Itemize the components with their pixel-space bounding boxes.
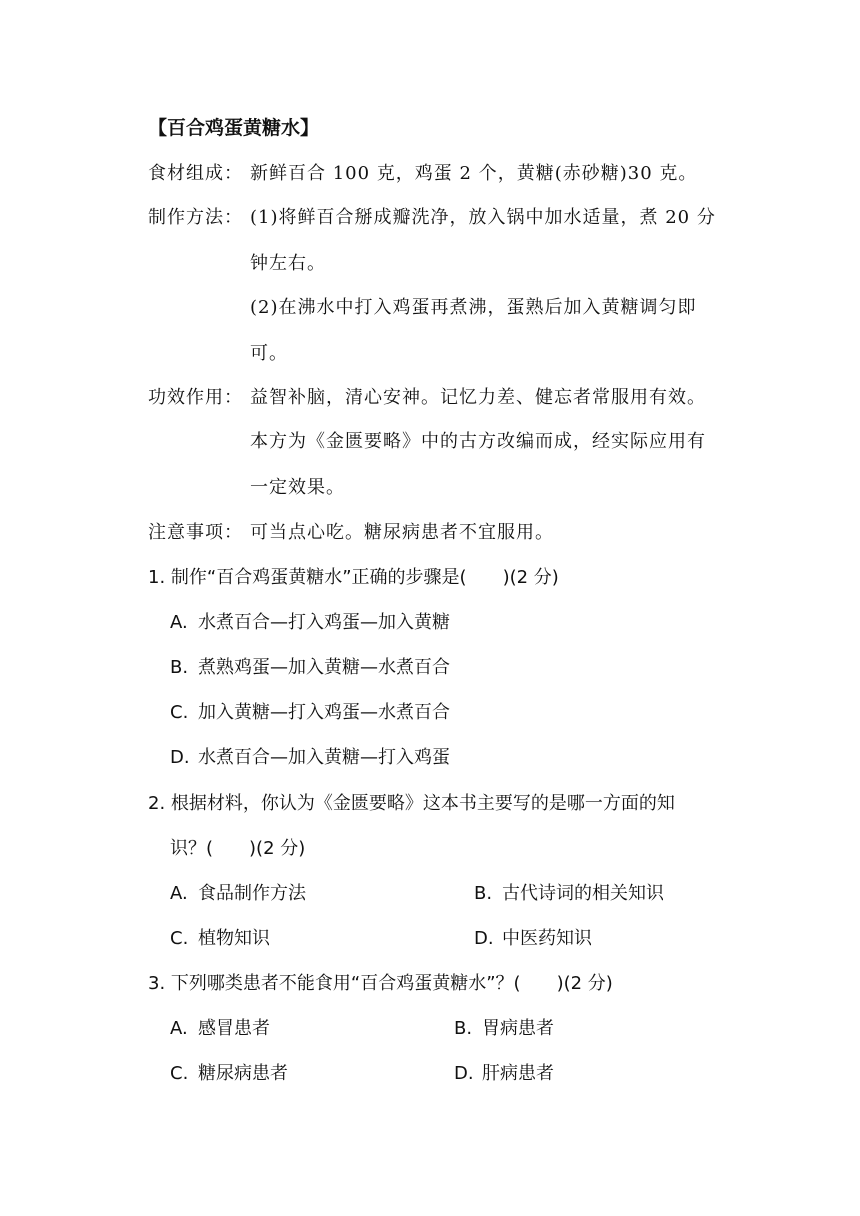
option-text: 水煮百合—加入黄糖—打入鸡蛋 [198,747,450,768]
option-letter: A. [170,612,188,633]
question-1-option-a [170,611,450,635]
option-text: 加入黄糖—打入鸡蛋—水煮百合 [198,702,450,723]
option-letter: C. [170,1063,189,1084]
question-2-stem-cont: 识？( )(2 分) [170,838,306,859]
option-letter: D. [474,928,494,949]
option-letter: D. [170,747,190,768]
option-text: 植物知识 [198,928,270,949]
option-letter: C. [170,928,189,949]
notes-label: 注意事项： [148,522,243,543]
question-2-option-a [170,882,306,906]
question-1-option-c [170,701,450,725]
option-letter: A. [170,883,188,904]
option-letter: A. [170,1018,188,1039]
question-3-option-c [170,1062,288,1086]
recipe-title: 【百合鸡蛋黄糖水】 [148,117,320,139]
option-letter: D. [454,1063,474,1084]
question-3-option-b [454,1017,554,1041]
method-line: (2)在沸水中打入鸡蛋再煮沸，蛋熟后加入黄糖调匀即 [250,297,697,318]
ingredients-label: 食材组成： [148,163,243,184]
option-text: 肝病患者 [482,1063,554,1084]
option-text: 感冒患者 [198,1018,270,1039]
option-text: 食品制作方法 [198,883,306,904]
question-2-option-c [170,927,270,951]
effect-line: 益智补脑，清心安神。记忆力差、健忘者常服用有效。 [250,387,706,408]
option-text: 古代诗词的相关知识 [502,883,664,904]
method-line: (1)将鲜百合掰成瓣洗净，放入锅中加水适量，煮 20 分 [250,207,716,228]
option-letter: B. [474,883,493,904]
question-1-option-d [170,746,450,770]
method-label: 制作方法： [148,207,243,228]
option-text: 胃病患者 [482,1018,554,1039]
question-1-option-b [170,656,450,680]
effect-line: 本方为《金匮要略》中的古方改编而成，经实际应用有 [250,431,706,452]
option-text: 糖尿病患者 [198,1063,288,1084]
option-letter: B. [454,1018,473,1039]
effect-line: 一定效果。 [250,477,345,498]
notes-text: 可当点心吃。糖尿病患者不宜服用。 [250,522,554,543]
question-1-stem: 1. 制作“百合鸡蛋黄糖水”正确的步骤是( )(2 分) [148,567,559,588]
question-3-option-d [454,1062,554,1086]
effect-label: 功效作用： [148,387,243,408]
method-line: 可。 [250,343,288,364]
question-2-option-d [474,927,592,951]
option-letter: B. [170,657,189,678]
ingredients-text: 新鲜百合 100 克，鸡蛋 2 个，黄糖(赤砂糖)30 克。 [250,163,698,184]
question-3-option-a [170,1017,270,1041]
question-2-option-b [474,882,664,906]
method-line: 钟左右。 [250,253,326,274]
option-text: 水煮百合—打入鸡蛋—加入黄糖 [198,612,450,633]
question-2-stem: 2. 根据材料，你认为《金匮要略》这本书主要写的是哪一方面的知 [148,793,675,814]
option-text: 中医药知识 [502,928,592,949]
option-text: 煮熟鸡蛋—加入黄糖—水煮百合 [198,657,450,678]
option-letter: C. [170,702,189,723]
question-3-stem: 3. 下列哪类患者不能食用“百合鸡蛋黄糖水”？( )(2 分) [148,973,613,994]
